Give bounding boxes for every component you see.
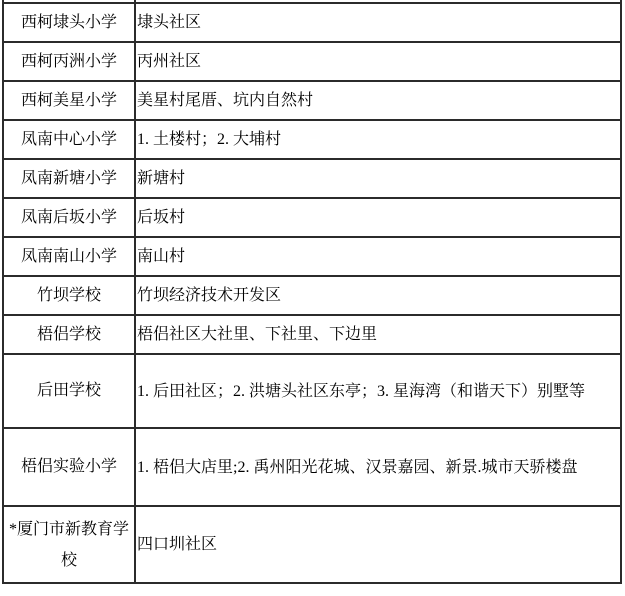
table-row: [3, 315, 621, 354]
school-cell: 凤南中心小学: [3, 120, 135, 159]
area-cell: 南山村: [135, 237, 621, 276]
table-row: [3, 198, 621, 237]
table-row: [3, 237, 621, 276]
area-cell: 1. 后田社区；2. 洪塘头社区东亭；3. 星海湾（和谐天下）别墅等: [135, 354, 621, 428]
table-row: [3, 81, 621, 120]
table-row: [3, 159, 621, 198]
school-cell: 梧侣实验小学: [3, 428, 135, 506]
school-cell: 竹坝学校: [3, 276, 135, 315]
area-cell: 1. 土楼村；2. 大埔村: [135, 120, 621, 159]
area-cell: 埭头社区: [135, 3, 621, 42]
school-cell: *厦门市新教育学校: [3, 506, 135, 583]
area-cell: 新塘村: [135, 159, 621, 198]
school-cell: 凤南新塘小学: [3, 159, 135, 198]
table-row: [3, 506, 621, 583]
area-cell: 丙州社区: [135, 42, 621, 81]
area-cell: 竹坝经济技术开发区: [135, 276, 621, 315]
area-cell: 后坂村: [135, 198, 621, 237]
table-row: [3, 428, 621, 506]
area-cell: 美星村尾厝、坑内自然村: [135, 81, 621, 120]
school-cell: 后田学校: [3, 354, 135, 428]
school-cell: 凤南后坂小学: [3, 198, 135, 237]
table-row: [3, 120, 621, 159]
area-cell: 1. 梧侣大店里;2. 禹州阳光花城、汉景嘉园、新景.城市天骄楼盘: [135, 428, 621, 506]
table-row: [3, 3, 621, 42]
area-cell: 四口圳社区: [135, 506, 621, 583]
school-cell: 西柯埭头小学: [3, 3, 135, 42]
table-row: [3, 42, 621, 81]
school-cell: 西柯美星小学: [3, 81, 135, 120]
school-cell: 梧侣学校: [3, 315, 135, 354]
school-cell: 凤南南山小学: [3, 237, 135, 276]
area-cell: 梧侣社区大社里、下社里、下边里: [135, 315, 621, 354]
table-row: [3, 354, 621, 428]
school-allocation-table: [2, 0, 622, 584]
table-row: [3, 276, 621, 315]
school-cell: 西柯丙洲小学: [3, 42, 135, 81]
